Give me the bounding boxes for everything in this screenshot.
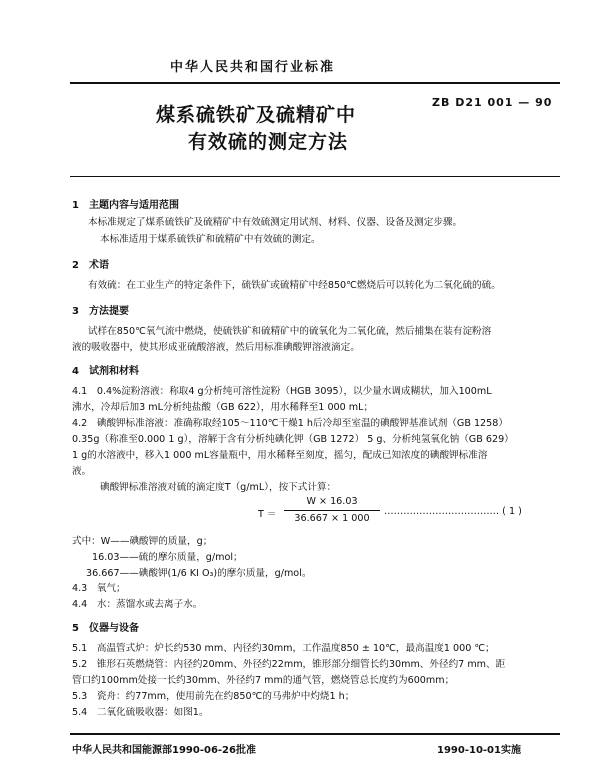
formula-fraction-bar	[284, 510, 380, 511]
item-5-4: 5.4 二氧化硫吸收器：如图1。	[72, 707, 209, 718]
formula-number: ……………………………… ( 1 )	[384, 506, 522, 517]
section-1-heading: 1 主题内容与适用范围	[72, 200, 179, 211]
item-4-2-line-4: 液。	[72, 466, 92, 477]
titre-intro: 碘酸钾标准溶液对硫的滴定度T（g/mL），按下式计算：	[100, 482, 337, 493]
section-1-paragraph-2: 本标准适用于煤系硫铁矿和硫精矿中有效硫的测定。	[100, 234, 321, 245]
formula-where-kio3: 36.667——碘酸钾(1/6 KI O₃)的摩尔质量，g/mol。	[86, 568, 312, 579]
section-2-heading: 2 术语	[72, 260, 109, 271]
section-3-line-1: 试样在850℃氧气流中燃烧，使硫铁矿和硫精矿中的硫氧化为二氧化硫，然后捕集在装有淀粉溶	[88, 326, 492, 337]
formula-where: 式中：W——碘酸钾的质量，g；	[72, 536, 213, 547]
item-5-2-line-2: 管口约100mm处接一长约30mm、外径约7 mm的通气管，燃烧管总长度约为600mm；	[72, 675, 455, 686]
item-4-1-line-1: 4.1 0.4%淀粉溶液：称取4 g分析纯可溶性淀粉（HGB 3095），以少量水调成糊状，加入100mL	[72, 386, 492, 397]
item-4-3: 4.3 氧气；	[72, 583, 126, 594]
formula-denominator: 36.667 × 1 000	[294, 513, 370, 524]
national-standard-title: 中华人民共和国行业标准	[170, 60, 336, 75]
item-4-2-line-3: 1 g的水溶液中，移入1 000 mL容量瓶中，用水稀释至刻度，摇匀，配成已知浓度的碘酸钾标准溶	[72, 450, 488, 461]
section-5-heading: 5 仪器与设备	[72, 623, 139, 634]
footer-rule	[70, 733, 560, 735]
item-4-2-line-2: 0.35g（称准至0.000 1 g），溶解于含有分析纯碘化钾（GB 1272） 5 g、分析纯氢氧化钠（GB 629）	[72, 434, 514, 445]
formula-where-sulfur: 16.03——硫的摩尔质量，g/mol；	[92, 552, 243, 563]
header-rule	[70, 82, 560, 84]
document-title-line-1: 煤系硫铁矿及硫精矿中	[156, 104, 357, 126]
item-4-1-line-2: 沸水，冷却后加3 mL分析纯盐酸（GB 622），用水稀释至1 000 mL；	[72, 402, 374, 413]
approval-line: 中华人民共和国能源部1990-06-26批准	[72, 745, 256, 756]
formula-numerator: W × 16.03	[306, 496, 358, 507]
formula-lhs: T ＝	[258, 509, 277, 520]
item-5-2-line-1: 5.2 锥形石英燃烧管：内径约20mm、外径约22mm，锥形部分细管长约30mm、外径约7 mm、距	[72, 659, 506, 670]
section-4-heading: 4 试剂和材料	[72, 366, 139, 377]
section-1-paragraph-1: 本标准规定了煤系硫铁矿及硫精矿中有效硫测定用试剂、材料、仪器、设备及测定步骤。	[88, 217, 463, 228]
item-5-1: 5.1 高温管式炉：炉长约530 mm、内径约30mm，工作温度850 ± 10℃，最高温度1 000 ℃；	[72, 643, 495, 654]
document-title-line-2: 有效硫的测定方法	[188, 131, 349, 153]
item-4-2-line-1: 4.2 碘酸钾标准溶液：准确称取经105～110℃干燥1 h后冷却至室温的碘酸钾基准试剂（GB 1258）	[72, 418, 508, 429]
standard-number: ZB D21 001 — 90	[432, 96, 553, 109]
item-5-3: 5.3 瓷舟：约77mm，使用前先在约850℃的马弗炉中灼烧1 h；	[72, 691, 355, 702]
section-2-paragraph: 有效硫：在工业生产的特定条件下，硫铁矿或硫精矿中经850℃燃烧后可以转化为二氧化硫的硫。	[88, 280, 501, 291]
item-4-4: 4.4 水：蒸馏水或去离子水。	[72, 599, 203, 610]
title-rule	[70, 176, 560, 177]
section-3-line-2: 液的吸收器中，使其形成亚硫酸溶液，然后用标准碘酸钾溶液滴定。	[72, 342, 360, 353]
implementation-date: 1990-10-01实施	[437, 745, 521, 756]
section-3-heading: 3 方法提要	[72, 306, 129, 317]
